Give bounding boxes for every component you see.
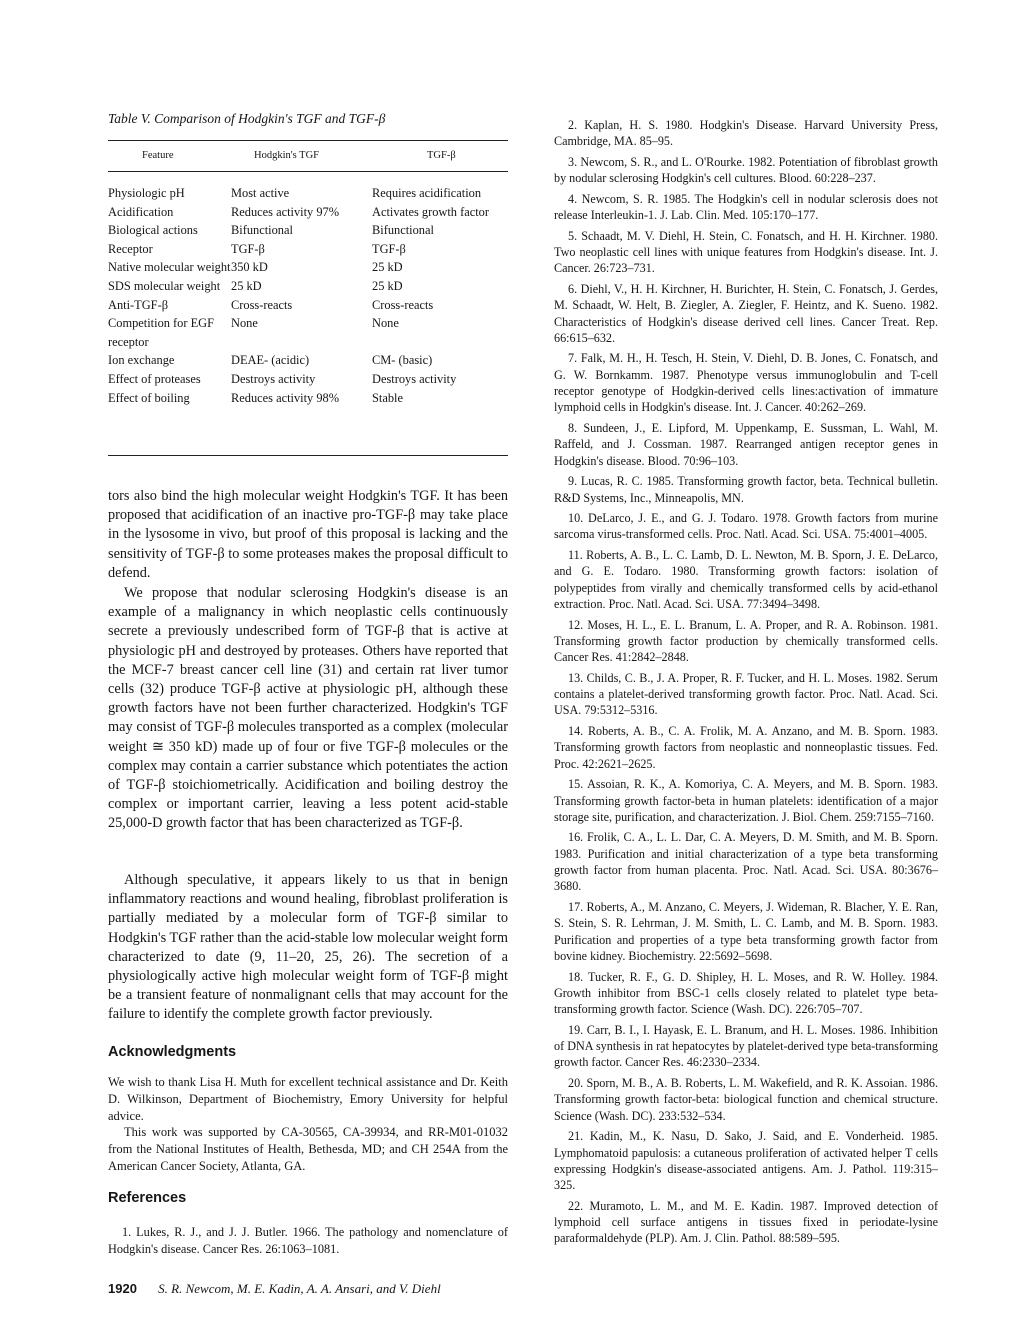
body-paragraph-1: tors also bind the high molecular weight Hodgkin's TGF. It has been proposed that acidification of an inactive pro-TGF-β may take place in the lysosome in vivo, but proof of this proposal is lacking and the sensitivity of TGF-β to some proteases makes the proposal difficult to defend. [108, 488, 508, 581]
table-cell: Reduces activity 97% [231, 204, 340, 219]
reference-item: 4. Newcom, S. R. 1985. The Hodgkin's cell in nodular sclerosis does not release Interleukin-1. J. Lab. Clin. Med. 105:170–177. [554, 191, 938, 223]
acknowledgments-paragraph-2: This work was supported by CA-30565, CA-39934, and RR-M01-01032 from the National Institutes of Health, Bethesda, MD; and CH 254A from the American Cancer Society, Atlanta, GA. [108, 1125, 508, 1173]
table-bottom-rule [108, 455, 508, 456]
references-list [554, 117, 938, 1251]
reference-item: 5. Schaadt, M. V. Diehl, H. Stein, C. Fonatsch, and H. H. Kirchner. 1980. Two neoplastic cell lines with unique features from Hodgkin's disease. Int. J. Cancer. 26:723–731. [554, 228, 938, 276]
table-cell: SDS molecular weight [108, 278, 221, 293]
table-cell: Physiologic pH [108, 186, 185, 200]
reference-item: 6. Diehl, V., H. H. Kirchner, H. Burichter, H. Stein, C. Fonatsch, J. Gerdes, M. Schaadt, W. Helt, B. Ziegler, A. Ziegler, F. Heintz, and K. Sueno. 1982. Characteristics of Hodgkin's disease derived cell lines. Cancer Treat. Rep. 66:615–632. [554, 281, 938, 345]
reference-item: 14. Roberts, A. B., C. A. Frolik, M. A. Anzano, and M. B. Sporn. 1983. Transforming growth factors from neoplastic and nonneoplastic tissues. Fed. Proc. 42:2621–2625. [554, 723, 938, 771]
table-cell: 25 kD [231, 278, 262, 293]
table-cell: None [372, 316, 399, 331]
table-cell: Stable [372, 390, 403, 405]
table-row [108, 314, 508, 351]
table-row [108, 203, 508, 222]
table-top-rule [108, 140, 508, 141]
table-cell: Cross-reacts [231, 297, 293, 312]
table-cell: Native molecular weight [108, 260, 231, 275]
table-row [108, 370, 508, 389]
reference-item: 21. Kadin, M., K. Nasu, D. Sako, J. Said, and E. Vonderheid. 1985. Lymphomatoid papulosis: a cutaneous proliferation of activated helper T cells expressing Hodgkin's disease-associated antigens. Am. J. Pathol. 119:315–325. [554, 1129, 938, 1193]
body-paragraph-3: Although speculative, it appears likely to us that in benign inflammatory reactions and wound healing, fibroblast proliferation is partially mediated by a molecular form of TGF-β similar to Hodgkin's TGF rather than the acid-stable low molecular weight form characterized to date (9, 11–20, 25, 26). The secretion of a physiologically active high molecular weight form of TGF-β might be a transient feature of nonmalignant cells that may account for the failure to identify the complete growth factor previously. [108, 872, 508, 1023]
table-header-hodgkins-tgf: Hodgkin's TGF [254, 150, 319, 161]
reference-item: 11. Roberts, A. B., L. C. Lamb, D. L. Newton, M. B. Sporn, J. E. DeLarco, and G. E. Todaro. 1980. Transforming growth factors: isolation of polypeptides from virally and chemically transformed cells by acid-ethanol extraction. Proc. Natl. Acad. Sci. USA. 77:3494–3498. [554, 547, 938, 611]
table-caption: Table V. Comparison of Hodgkin's TGF and TGF-β [108, 111, 386, 126]
table-cell: Cross-reacts [372, 297, 434, 312]
table-cell: Bifunctional [372, 223, 434, 238]
table-row [108, 351, 508, 370]
table-cell: CM- (basic) [372, 353, 433, 368]
table-row [108, 240, 508, 259]
reference-item: 2. Kaplan, H. S. 1980. Hodgkin's Disease. Harvard University Press, Cambridge, MA. 85–95. [554, 118, 938, 149]
table-cell: Ion exchange [108, 353, 175, 368]
reference-item: 17. Roberts, A., M. Anzano, C. Meyers, J. Wideman, R. Blacher, Y. E. Ran, S. Stein, S. R. Lehrman, J. M. Smith, L. C. Lamb, and M. B. Sporn. 1983. Purification and properties of a type beta transforming growth factor from bovine kidney. Biochemistry. 22:5692–5698. [554, 899, 938, 963]
comparison-table [108, 184, 508, 407]
reference-item: 10. DeLarco, J. E., and G. J. Todaro. 1978. Growth factors from murine sarcoma virus-transformed cells. Proc. Natl. Acad. Sci. USA. 75:4001–4005. [554, 511, 938, 542]
page-footer [108, 1281, 441, 1297]
references-heading: References [108, 1190, 187, 1206]
table-header-feature: Feature [142, 150, 174, 161]
table-cell: 25 kD [372, 278, 403, 293]
table-cell: Bifunctional [231, 223, 293, 238]
table-row [108, 258, 508, 277]
table-cell: Effect of proteases [108, 371, 201, 386]
table-cell: Biological actions [108, 223, 198, 238]
table-cell: Receptor [108, 241, 153, 256]
table-header-tgf-beta: TGF-β [427, 150, 456, 161]
footer-authors: S. R. Newcom, M. E. Kadin, A. A. Ansari, and V. Diehl [158, 1281, 441, 1296]
table-cell: Competition for EGF receptor [108, 316, 215, 349]
table-row [108, 389, 508, 408]
table-cell: None [231, 316, 258, 331]
reference-item: 7. Falk, M. H., H. Tesch, H. Stein, V. Diehl, D. B. Jones, C. Fonatsch, and G. W. Bornkamm. 1987. Phenotype versus immunoglobulin and T-cell receptor genotype of Hodgkin-derived cells lines:activation of immature lymphoid cells in Hodgkin's disease. Int. J. Cancer. 40:262–269. [554, 351, 938, 415]
reference-item: 13. Childs, C. B., J. A. Proper, R. F. Tucker, and H. L. Moses. 1982. Serum contains a platelet-derived transforming growth factor. Proc. Natl. Acad. Sci. USA. 79:5312–5316. [554, 670, 938, 718]
acknowledgments-heading: Acknowledgments [108, 1044, 237, 1060]
reference-item: 8. Sundeen, J., E. Lipford, M. Uppenkamp, E. Sussman, L. Wahl, M. Raffeld, and J. Cossman. 1987. Rearranged antigen receptor genes in Hodgkin's disease. Blood. 70:96–103. [554, 420, 938, 468]
page-number: 1920 [108, 1281, 137, 1296]
table-cell: Acidification [108, 204, 174, 219]
table-cell: TGF-β [231, 241, 265, 256]
table-cell: Effect of boiling [108, 390, 190, 405]
table-cell: 350 kD [231, 260, 268, 275]
table-cell: DEAE- (acidic) [231, 353, 310, 368]
table-cell: Destroys activity [231, 371, 316, 386]
reference-item: 12. Moses, H. L., E. L. Branum, L. A. Proper, and R. A. Robinson. 1981. Transforming growth factor production by chemically transformed cells. Cancer Res. 41:2842–2848. [554, 617, 938, 665]
table-cell: Activates growth factor [372, 204, 489, 219]
reference-item: 18. Tucker, R. F., G. D. Shipley, H. L. Moses, and R. W. Holley. 1984. Growth inhibitor from BSC-1 cells closely related to platelet type beta-transforming growth factor. Science (Wash. DC). 226:705–707. [554, 969, 938, 1017]
acknowledgments-paragraph-1: We wish to thank Lisa H. Muth for excellent technical assistance and Dr. Keith D. Wilkinson, Department of Biochemistry, Emory University for helpful advice. [108, 1075, 508, 1123]
table-header-rule [108, 171, 508, 172]
reference-item: 16. Frolik, C. A., L. L. Dar, C. A. Meyers, D. M. Smith, and M. B. Sporn. 1983. Purification and initial characterization of a type beta transforming growth factor from human placenta. Proc. Natl. Acad. Sci. USA. 80:3676–3680. [554, 830, 938, 894]
reference-item: 19. Carr, B. I., I. Hayask, E. L. Branum, and H. L. Moses. 1986. Inhibition of DNA synthesis in rat hepatocytes by platelet-derived type beta-transforming growth factor. Cancer Res. 46:2330–2334. [554, 1022, 938, 1070]
table-cell: Destroys activity [372, 371, 457, 386]
table-row [108, 277, 508, 296]
table-row [108, 221, 508, 240]
reference-item: 15. Assoian, R. K., A. Komoriya, C. A. Meyers, and M. B. Sporn. 1983. Transforming growth factor-beta in human platelets: identification of a major storage site, purification, and characterization. J. Biol. Chem. 259:7155–7160. [554, 777, 938, 824]
reference-item: 22. Muramoto, L. M., and M. E. Kadin. 1987. Improved detection of lymphoid cell surface antigens in tissues fixed in periodate-lysine paraformaldehyde (PLP). Am. J. Clin. Pathol. 88:589–595. [554, 1198, 938, 1246]
table-cell: TGF-β [372, 241, 406, 256]
table-cell: Requires acidification [372, 186, 482, 200]
reference-item: 9. Lucas, R. C. 1985. Transforming growth factor, beta. Technical bulletin. R&D Systems, Inc., Minneapolis, MN. [554, 474, 938, 505]
reference-item: 20. Sporn, M. B., A. B. Roberts, L. M. Wakefield, and R. K. Assoian. 1986. Transforming growth factor-beta: biological function and chemical structure. Science (Wash. DC). 233:532–534. [554, 1075, 938, 1123]
reference-item: 3. Newcom, S. R., and L. O'Rourke. 1982. Potentiation of fibroblast growth by nodular sclerosing Hodgkin's cell cultures. Blood. 60:228–237. [554, 154, 938, 186]
table-cell: 25 kD [372, 260, 403, 275]
table-cell: Anti-TGF-β [108, 297, 168, 312]
table-row [108, 296, 508, 315]
table-cell: Reduces activity 98% [231, 390, 340, 405]
table-row [108, 184, 508, 203]
reference-item: 1. Lukes, R. J., and J. J. Butler. 1966. The pathology and nomenclature of Hodgkin's disease. Cancer Res. 26:1063–1081. [108, 1225, 508, 1256]
body-paragraph-2: We propose that nodular sclerosing Hodgkin's disease is an example of a malignancy in which neoplastic cells continuously secrete a previously undescribed form of TGF-β that is active at physiologic pH and destroyed by proteases. Others have reported that the MCF-7 breast cancer cell line (31) and certain rat liver tumor cells (32) produce TGF-β active at physiologic pH, although these growth factors have not been further characterized. Hodgkin's TGF may consist of TGF-β molecules transported as a complex (molecular weight ≅ 350 kD) made up of four or five TGF-β molecules or the complex may contain a carrier substance which potentiates the action of TGF-β stoichiometrically. Acidification and boiling destroy the complex or important carrier, leaving a less potent acid-stable 25,000-D growth factor that has been characterized as TGF-β. [108, 585, 508, 832]
table-cell: Most active [231, 186, 290, 200]
